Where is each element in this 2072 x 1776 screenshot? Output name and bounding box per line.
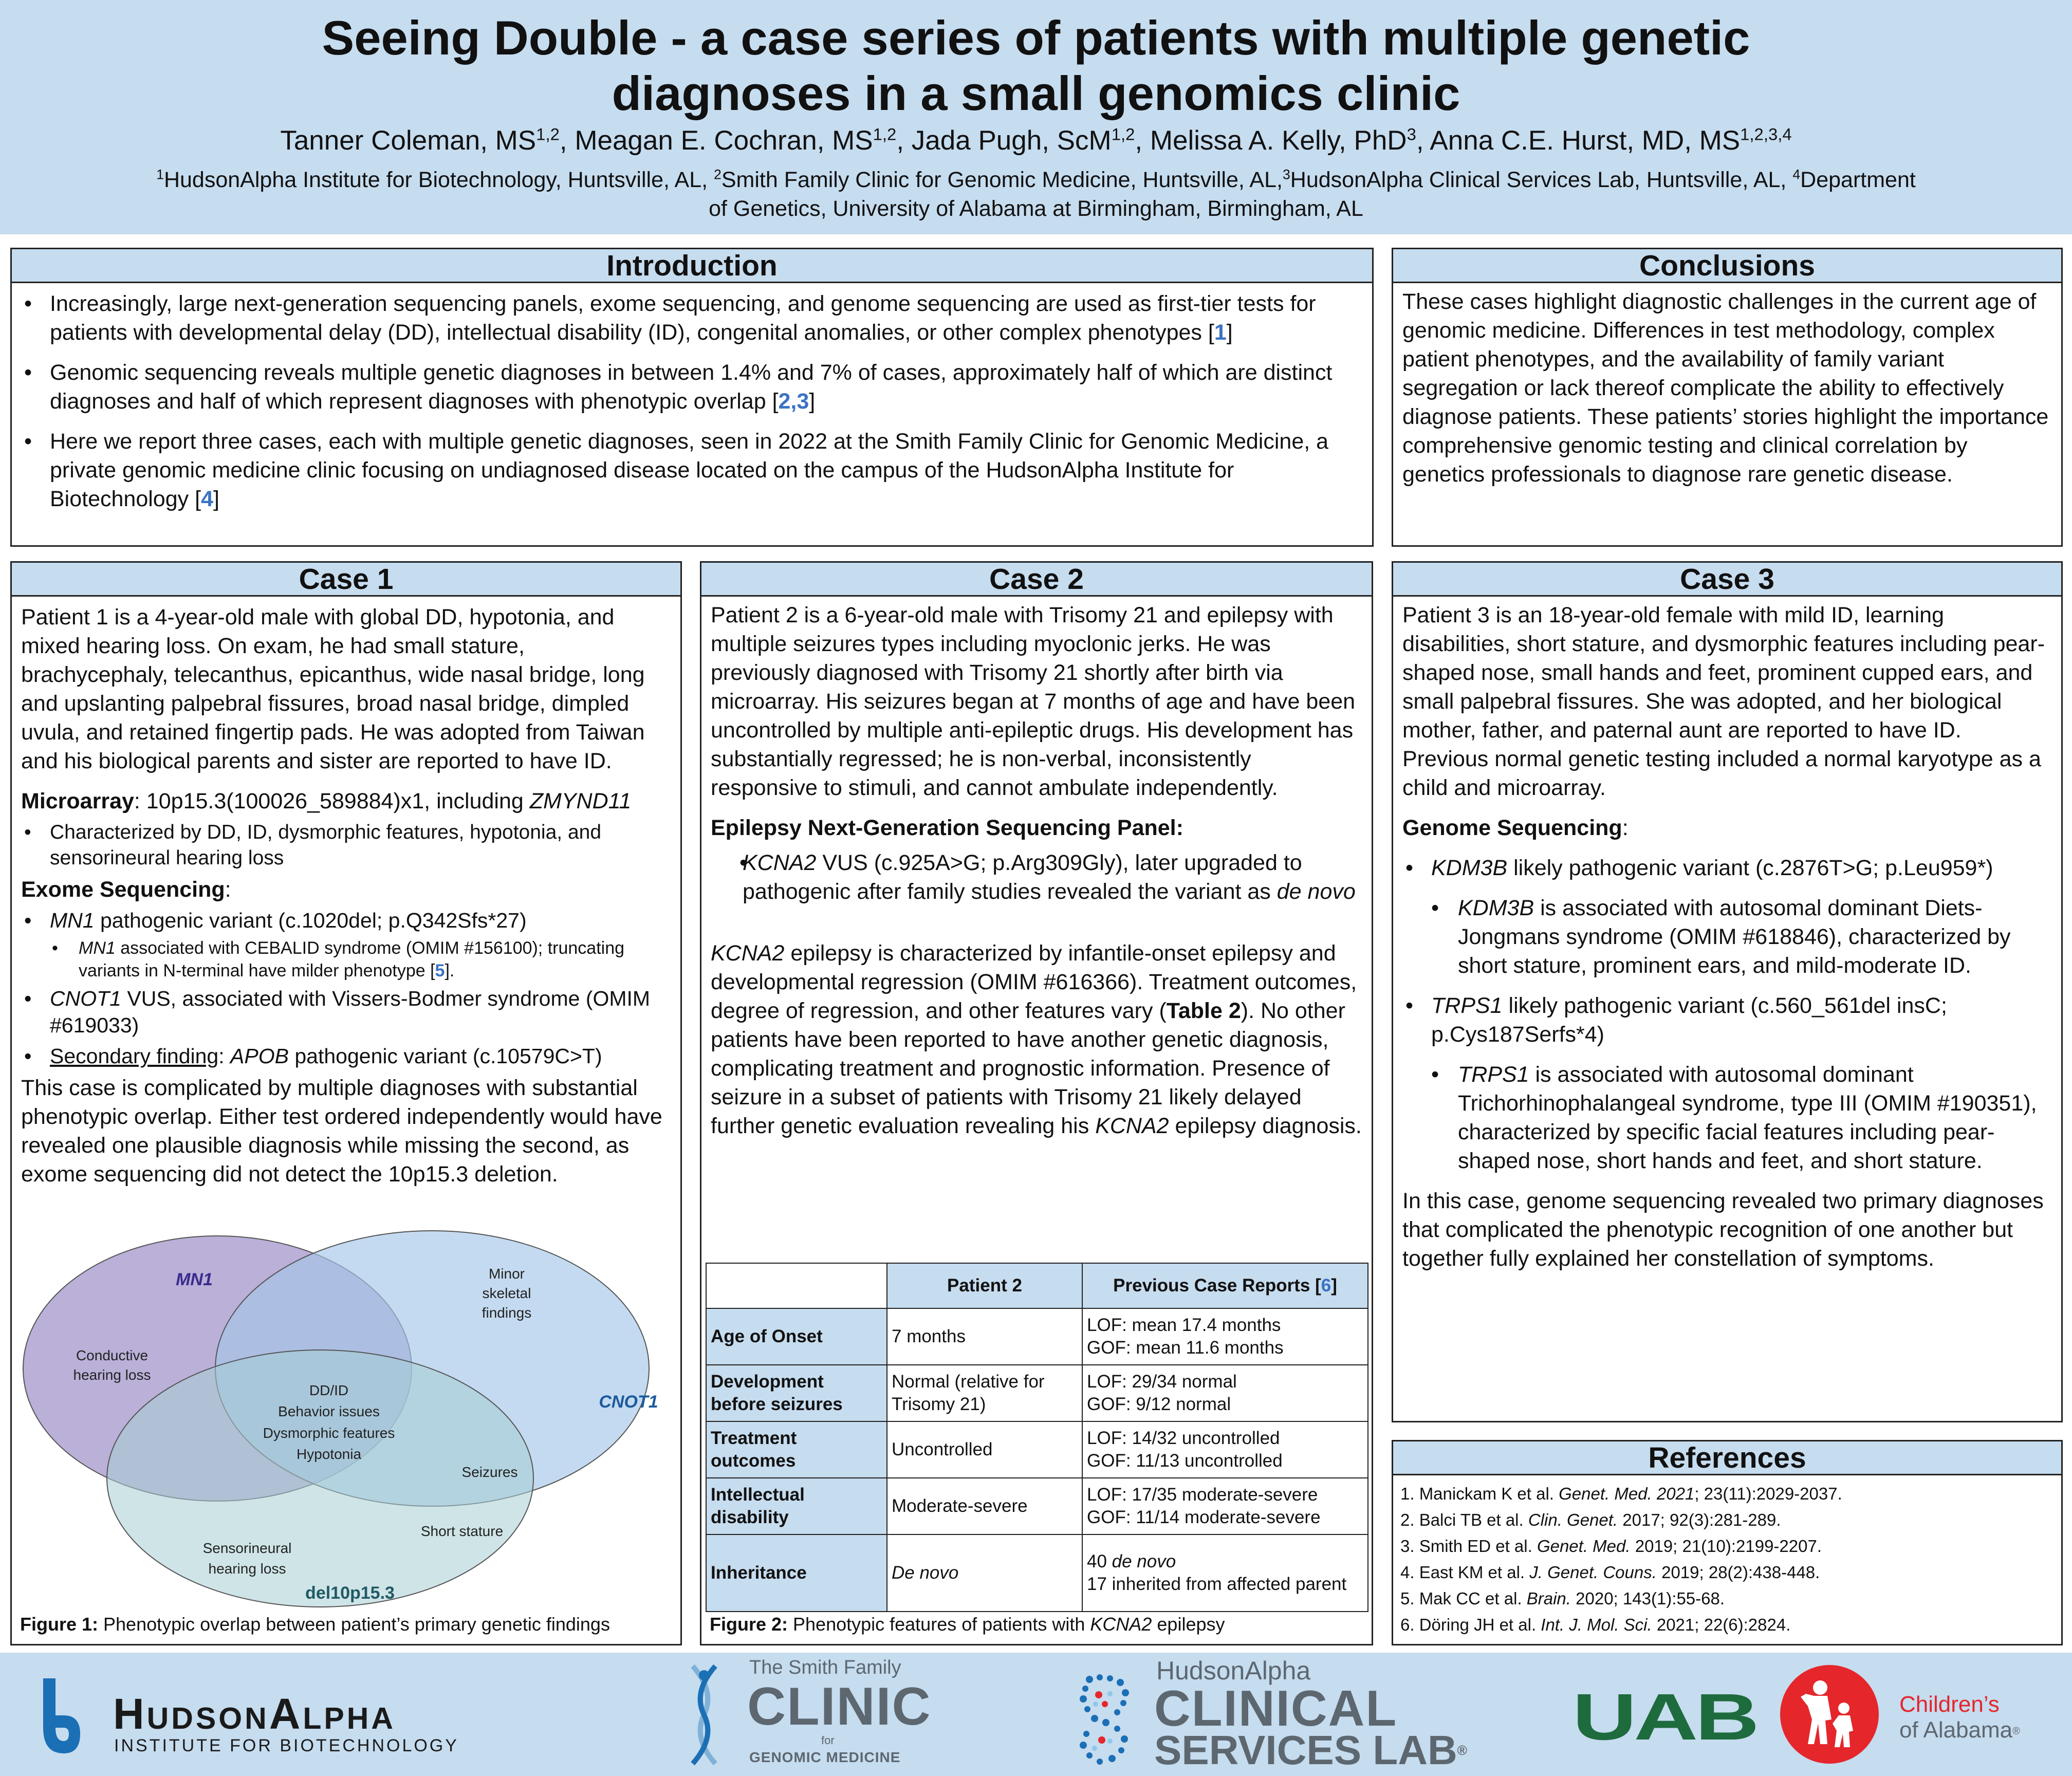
reference-item (1400, 1612, 2054, 1638)
venn-sensorineural-line1: Sensorineural (202, 1540, 292, 1556)
venn-sensorineural-line2: hearing loss (208, 1561, 286, 1577)
kcna2-bullet (711, 848, 1362, 906)
cell-line: GOF: 11/13 uncontrolled (1087, 1451, 1283, 1471)
case-1-intro: Patient 1 is a 4-year-old male with global DD, hypotonia, and mixed hearing loss. On exam, he had small stature, brachycephaly, telecanthus, epicanthus, wide nasal bridge, long and upslanting palpebral fissures, broad nasal bridge, dimpled uvula, and retained fingertip pads. He was adopted from Taiwan and his biological parents and sister are reported to have ID. (21, 605, 645, 773)
gene-name: TRPS1 (1458, 1062, 1529, 1087)
venn-minor-line2: skeletal (482, 1285, 531, 1301)
colon: : (1622, 816, 1629, 840)
gene-name: KDM3B (1458, 896, 1534, 920)
gene-name: KCNA2 (1095, 1114, 1169, 1138)
venn-short-stature: Short stature (420, 1523, 504, 1539)
logo-footer (0, 1653, 2072, 1776)
journal-name: Clin. Genet. (1528, 1510, 1618, 1529)
table-cell: 7 months (887, 1308, 1082, 1365)
affiliation-text: HudsonAlpha Institute for Biotechnology, Huntsville, AL, (163, 168, 708, 192)
bullet-text: VUS, associated with Vissers-Bodmer syndrome (OMIM #619033) (50, 987, 651, 1037)
poster-header (0, 0, 2072, 234)
smith-family-clinic-logo (683, 1657, 930, 1772)
table-cell: Normal (relative for Trisomy 21) (887, 1365, 1082, 1421)
author-name: Jada Pugh, ScM (911, 125, 1112, 156)
table-cell (1082, 1308, 1368, 1365)
journal-name: Genet. Med. 2021 (1559, 1484, 1695, 1503)
smith-family-text: The Smith Family (749, 1657, 901, 1678)
author-name: Tanner Coleman, MS (280, 125, 536, 156)
journal-name: Int. J. Mol. Sci. (1541, 1615, 1652, 1634)
registered-mark: ® (1457, 1743, 1467, 1758)
ref-text: 2. Balci TB et al. (1400, 1510, 1528, 1529)
cell-line: GOF: 11/14 moderate-severe (1087, 1507, 1321, 1527)
microarray-label: Microarray (21, 789, 134, 813)
venn-conductive-line2: hearing loss (73, 1367, 151, 1383)
secondary-label: Secondary finding (50, 1044, 219, 1068)
csl-hudsonalpha-text: HudsonAlpha (1156, 1656, 1311, 1685)
table-row-header: Age of Onset (706, 1308, 887, 1365)
microarray-line (21, 787, 671, 816)
journal-name: Genet. Med. (1537, 1537, 1631, 1556)
introduction-panel (10, 248, 1374, 547)
table-cell (1082, 1421, 1368, 1478)
registered-mark: ® (2012, 1725, 2020, 1737)
reference-item (1400, 1559, 2054, 1585)
table-cell: Uncontrolled (887, 1421, 1082, 1478)
table-row (706, 1308, 1368, 1365)
ref-text: 2017; 92(3):281-289. (1618, 1510, 1781, 1529)
table-reference: Table 2 (1166, 998, 1241, 1023)
bullet-text: is associated with autosomal dominant Diets-Jongmans syndrome (OMIM #618846), characterized by short stature, prominent ears, and mild-moderate ID. (1458, 896, 2011, 978)
author-name: Meagan E. Cochran, MS (575, 125, 873, 156)
affiliation-number: 1 (156, 166, 164, 182)
author-affiliation: 1,2 (1111, 124, 1135, 144)
gene-name: APOB (230, 1044, 289, 1068)
figure-label: Figure 2: (710, 1614, 788, 1635)
cell-text: de novo (1112, 1551, 1176, 1571)
case-2-heading: Case 2 (701, 563, 1372, 597)
table-row (706, 1421, 1368, 1478)
childrens-text-line2 (1899, 1717, 2020, 1743)
case-1-summary: This case is complicated by multiple diagnoses with substantial phenotypic overlap. Either test ordered independently would have revealed one plausible diagnosis while missing the second, as exome sequencing did not detect the 10p15.3 deletion. (21, 1076, 662, 1187)
ref-text: 5. Mak CC et al. (1400, 1589, 1527, 1608)
bullet-text: associated with CEBALID syndrome (OMIM #156100); truncating variants in N-terminal have milder phenotype [ (79, 938, 625, 980)
table-cell: Moderate-severe (887, 1478, 1082, 1534)
figure-label: Figure 1: (20, 1614, 99, 1635)
table-cell: De novo (887, 1534, 1082, 1612)
dna-dots-icon (1074, 1673, 1141, 1766)
paragraph-text: ). No other patients have been reported to have another genetic diagnosis, complicating treatment and prognostic information. Presence of seizure in a subset of patients with Trisomy 21 likely delayed further genetic evaluation revealing his (711, 998, 1345, 1138)
header-text: Previous Case Reports [ (1113, 1275, 1321, 1296)
csl-clinical-text: CLINICAL (1154, 1680, 1398, 1736)
genomic-medicine-text: GENOMIC MEDICINE (749, 1749, 901, 1765)
table-cell (1082, 1534, 1368, 1612)
intro-bullet (21, 427, 1363, 513)
case-2-intro: Patient 2 is a 6-year-old male with Trisomy 21 and epilepsy with multiple seizures types including myoclonic jerks. He was previously diagnosed with Trisomy 21 shortly after birth via microarray. His seizures began at 7 months of age and have been uncontrolled by multiple anti-epileptic drugs. His development has substantially regressed; he is non-verbal, inconsistently responsive to stimuli, and cannot ambulate independently. (711, 603, 1356, 800)
reference-item (1400, 1533, 2054, 1559)
hudsonalpha-subtitle: INSTITUTE FOR BIOTECHNOLOGY (114, 1736, 459, 1755)
intro-bullet (21, 358, 1363, 416)
conclusions-text: These cases highlight diagnostic challenges in the current age of genomic medicine. Differences in test methodology, complex patient phenotypes, and the availability of family variant segregation or lack thereof complicate the ability to effectively diagnose patients. These patients’ stories highlight the importance comprehensive genomic testing and clinical correlation by genetics professionals to diagnose rare genetic disease. (1402, 289, 2049, 487)
affiliation-text: Department of Genetics, University of Alabama at Birmingham, Birmingham, AL (709, 168, 1916, 221)
table-row (706, 1478, 1368, 1534)
ref-text: 2021; 22(6):2824. (1652, 1615, 1791, 1634)
title-line-2: diagnoses in a small genomics clinic (612, 66, 1460, 120)
childrens-of-alabama-logo (1778, 1663, 2066, 1766)
colon: : (218, 1044, 231, 1068)
bracket: ] (213, 487, 219, 511)
exome-label: Exome Sequencing (21, 877, 225, 902)
citation-link[interactable]: 5 (435, 961, 445, 980)
author-affiliation: 1,2,3,4 (1740, 124, 1792, 144)
venn-seizures: Seizures (461, 1464, 518, 1480)
hudsonalpha-mark-icon (36, 1676, 83, 1759)
venn-center-line2: Behavior issues (278, 1403, 380, 1419)
table-row-header: Intellectual disability (706, 1478, 887, 1534)
journal-name: Brain. (1526, 1589, 1571, 1608)
cell-line: LOF: 14/32 uncontrolled (1087, 1428, 1280, 1448)
genome-sequencing-line (1402, 813, 2052, 842)
intro-bullet (21, 289, 1363, 347)
table-cell (1082, 1478, 1368, 1534)
case-3-heading: Case 3 (1393, 563, 2061, 597)
de-novo-text: de novo (1276, 879, 1356, 904)
citation-link[interactable]: 2,3 (778, 389, 809, 414)
microarray-text: : 10p15.3(100026_589884)x1, including (134, 789, 530, 813)
venn-minor-line3: findings (482, 1305, 532, 1321)
title-line-1: Seeing Double - a case series of patients with multiple genetic (322, 11, 1750, 65)
citation-link[interactable]: 1 (1214, 320, 1227, 345)
venn-diagram (12, 1211, 680, 1612)
childrens-alabama-word: of Alabama (1899, 1717, 2013, 1743)
venn-center-line4: Hypotonia (296, 1446, 362, 1462)
table-row (706, 1534, 1368, 1612)
gene-name: KCNA2 (711, 941, 785, 966)
author-name: Anna C.E. Hurst, MD, MS (1430, 125, 1741, 156)
case-1-panel (10, 561, 682, 1645)
intro-bullet-text: Increasingly, large next-generation sequencing panels, exome sequencing, and genome sequencing are used as first-tier tests for patients with developmental delay (DD), intellectual disability (ID), congenital anomalies, or other complex phenotypes [ (50, 291, 1316, 345)
figure-2-caption (710, 1613, 1225, 1636)
childrens-emblem-icon (1778, 1663, 1881, 1766)
kcna2-comparison-table (706, 1263, 1368, 1612)
venn-conductive-line1: Conductive (76, 1347, 149, 1363)
table-column-header: Patient 2 (887, 1263, 1082, 1308)
gene-name: TRPS1 (1431, 993, 1503, 1018)
bullet-text: Characterized by DD, ID, dysmorphic features, hypotonia, and sensorineural hearing loss (50, 821, 602, 869)
figure-caption-text: Phenotypic overlap between patient’s primary genetic findings (98, 1614, 610, 1635)
reference-item (1400, 1481, 2054, 1507)
author-list: Tanner Coleman, MS$^{1,2}$, Meagan E. Cochran, MS$^{1,2}$, Jada Pugh, ScM$^{1,2}$, Melissa A. Kelly, PhD$^3$, Anna C.E. Hurst, MD, MS$^{1,2,3,4}$ (280, 124, 1792, 156)
ref-text: 6. Döring JH et al. (1400, 1615, 1541, 1634)
venn-minor-line1: Minor (488, 1266, 525, 1282)
uab-wordmark: UAB (1572, 1680, 1757, 1754)
cell-line: 17 inherited from affected parent (1087, 1574, 1347, 1594)
cell-line (1087, 1550, 1363, 1573)
hudsonalpha-logo (36, 1673, 498, 1761)
bracket: ] (1331, 1275, 1337, 1296)
ref-text: 1. Manickam K et al. (1400, 1484, 1559, 1503)
cell-line: LOF: 17/35 moderate-severe (1087, 1485, 1318, 1505)
bullet-text: pathogenic variant (c.10579C>T) (288, 1044, 602, 1068)
affiliation-number: 4 (1792, 166, 1801, 182)
gene-name: CNOT1 (50, 987, 121, 1010)
affiliation-number: 2 (714, 166, 721, 182)
cell-line: LOF: mean 17.4 months (1087, 1315, 1281, 1335)
secondary-bullet (21, 1043, 671, 1069)
bullet-text: pathogenic variant (c.1020del; p.Q342Sfs*27) (94, 909, 527, 932)
author-name: Melissa A. Kelly, PhD (1150, 125, 1407, 156)
case-3-intro: Patient 3 is an 18-year-old female with mild ID, learning disabilities, short stature, and dysmorphic features including pear-shaped nose, small hands and feet, prominent cupped ears, and small palpebral fissures. She was adopted, and her biological mother, father, and paternal aunt are reported to have ID. Previous normal genetic testing included a normal karyotype as a child and microarray. (1402, 603, 2045, 800)
author-affiliation: 1,2 (536, 124, 560, 144)
gene-name: ZMYND11 (529, 789, 632, 813)
citation-link[interactable]: 4 (201, 487, 213, 511)
kdm3b-sub-bullet (1402, 894, 2052, 980)
panel-label: Epilepsy Next-Generation Sequencing Panel: (711, 816, 1183, 840)
childrens-text-line1: Children’s (1899, 1692, 2000, 1717)
case-2-panel (700, 561, 1373, 1645)
paragraph-text: epilepsy diagnosis. (1169, 1114, 1362, 1138)
affiliation-number: 3 (1282, 166, 1290, 182)
bracket: ] (1226, 320, 1233, 345)
intro-bullet-text: Genomic sequencing reveals multiple genetic diagnoses in between 1.4% and 7% of cases, approximately half of which are distinct diagnoses and half of which represent diagnoses with phenotypic overlap [ (50, 360, 1333, 414)
affiliation-text: HudsonAlpha Clinical Services Lab, Huntsville, AL, (1290, 168, 1787, 192)
venn-center-line1: DD/ID (309, 1382, 349, 1398)
table-column-header (1082, 1263, 1368, 1308)
genome-sequencing-label: Genome Sequencing (1402, 816, 1622, 840)
table-cell (1082, 1365, 1368, 1421)
table-row-header: Treatment outcomes (706, 1421, 887, 1478)
case-3-panel (1392, 561, 2063, 1422)
cell-line: GOF: 9/12 normal (1087, 1394, 1231, 1414)
csl-services-lab-text (1154, 1729, 1467, 1772)
clinic-for-text: for (821, 1734, 835, 1747)
figure-caption-text: Phenotypic features of patients with (788, 1614, 1090, 1635)
bullet-text: likely pathogenic variant (c.2876T>G; p.Leu959*) (1507, 856, 1993, 880)
bullet-text: likely pathogenic variant (c.560_561del insC; p.Cys187Serfs*4) (1431, 993, 1947, 1047)
uab-logo (1572, 1680, 1757, 1754)
author-affiliation: 1,2 (873, 124, 897, 144)
journal-name: J. Genet. Couns. (1529, 1563, 1657, 1582)
table-row-header: Development before seizures (706, 1365, 887, 1421)
ref-text: 3. Smith ED et al. (1400, 1537, 1537, 1556)
case-3-summary: In this case, genome sequencing revealed two primary diagnoses that complicated the phenotypic recognition of one another but together fully explained her constellation of symptoms. (1402, 1189, 2044, 1271)
venn-label-cnot1: CNOT1 (599, 1392, 658, 1412)
figure-1-caption (20, 1613, 610, 1636)
affiliations (154, 165, 1918, 223)
author-affiliation: 3 (1407, 124, 1416, 144)
ref-text: 2019; 21(10):2199-2207. (1630, 1537, 1822, 1556)
venn-label-del10p15: del10p15.3 (305, 1583, 395, 1603)
poster-title (0, 10, 2072, 121)
case-2-discussion (711, 939, 1362, 1140)
csl-services-lab-word: SERVICES LAB (1154, 1727, 1457, 1773)
mn1-bullet (21, 907, 671, 934)
dna-helix-icon (683, 1661, 725, 1769)
bracket: ]. (445, 961, 455, 980)
gene-name: MN1 (50, 909, 95, 932)
introduction-heading: Introduction (12, 249, 1372, 283)
affiliation-text: Smith Family Clinic for Genomic Medicine, Huntsville, AL, (721, 168, 1283, 192)
gene-name: MN1 (79, 938, 116, 958)
gene-name: KCNA2 (1090, 1614, 1152, 1635)
gene-name: KCNA2 (743, 850, 817, 875)
trps1-bullet (1402, 991, 2052, 1049)
reference-item (1400, 1585, 2054, 1612)
reference-item (1400, 1507, 2054, 1533)
intro-bullet-text: Here we report three cases, each with multiple genetic diagnoses, seen in 2022 at the Smith Family Clinic for Genomic Medicine, a private genomic medicine clinic focusing on undiagnosed disease located on the campus of the HudsonAlpha Institute for Biotechnology [ (50, 429, 1329, 511)
microarray-bullet (21, 820, 671, 871)
kdm3b-bullet (1402, 854, 2052, 882)
paragraph-text: epilepsy is characterized by infantile-onset epilepsy and developmental regression (OMIM #616366). Treatment outcomes, degree of regression, and other features vary ( (711, 941, 1357, 1023)
case-1-heading: Case 1 (12, 563, 680, 597)
cell-line: LOF: 29/34 normal (1087, 1372, 1237, 1392)
table-row (706, 1365, 1368, 1421)
hudsonalpha-wordmark: HudsonAlpha (113, 1690, 396, 1738)
bracket: ] (809, 389, 816, 414)
bullet-text: is associated with autosomal dominant Trichorhinophalangeal syndrome, type III (OMIM #190351), characterized by specific facial features including pear-shaped nose, short hands and feet, and short stature. (1458, 1062, 2037, 1173)
cnot1-bullet (21, 985, 671, 1039)
table-corner-cell (706, 1263, 887, 1308)
cell-line: GOF: mean 11.6 months (1087, 1338, 1284, 1358)
ref-text: 2020; 143(1):55-68. (1570, 1589, 1725, 1608)
trps1-sub-bullet (1402, 1060, 2052, 1175)
conclusions-panel (1392, 248, 2063, 547)
cell-text: 40 (1087, 1551, 1112, 1571)
ref-text: ; 23(11):2029-2037. (1694, 1484, 1842, 1503)
ref-text: 2019; 28(2):438-448. (1656, 1563, 1820, 1582)
venn-center-line3: Dysmorphic features (263, 1425, 395, 1441)
mn1-sub-bullet (21, 937, 671, 982)
citation-link[interactable]: 6 (1321, 1275, 1331, 1296)
gene-name: KDM3B (1431, 856, 1508, 880)
figure-caption-text: epilepsy (1152, 1614, 1225, 1635)
table-header-row (706, 1263, 1368, 1308)
ref-text: 4. East KM et al. (1400, 1563, 1530, 1582)
table-row-header: Inheritance (706, 1534, 887, 1612)
references-heading: References (1393, 1441, 2061, 1475)
exome-line (21, 875, 671, 904)
clinical-services-lab-logo (1074, 1656, 1467, 1774)
conclusions-heading: Conclusions (1393, 249, 2061, 283)
references-panel (1392, 1440, 2063, 1645)
colon: : (225, 877, 231, 902)
bullet-text: VUS (c.925A>G; p.Arg309Gly), later upgraded to pathogenic after family studies revealed the variant as (743, 850, 1302, 904)
clinic-wordmark: CLINIC (747, 1677, 932, 1736)
venn-label-mn1: MN1 (176, 1270, 213, 1289)
